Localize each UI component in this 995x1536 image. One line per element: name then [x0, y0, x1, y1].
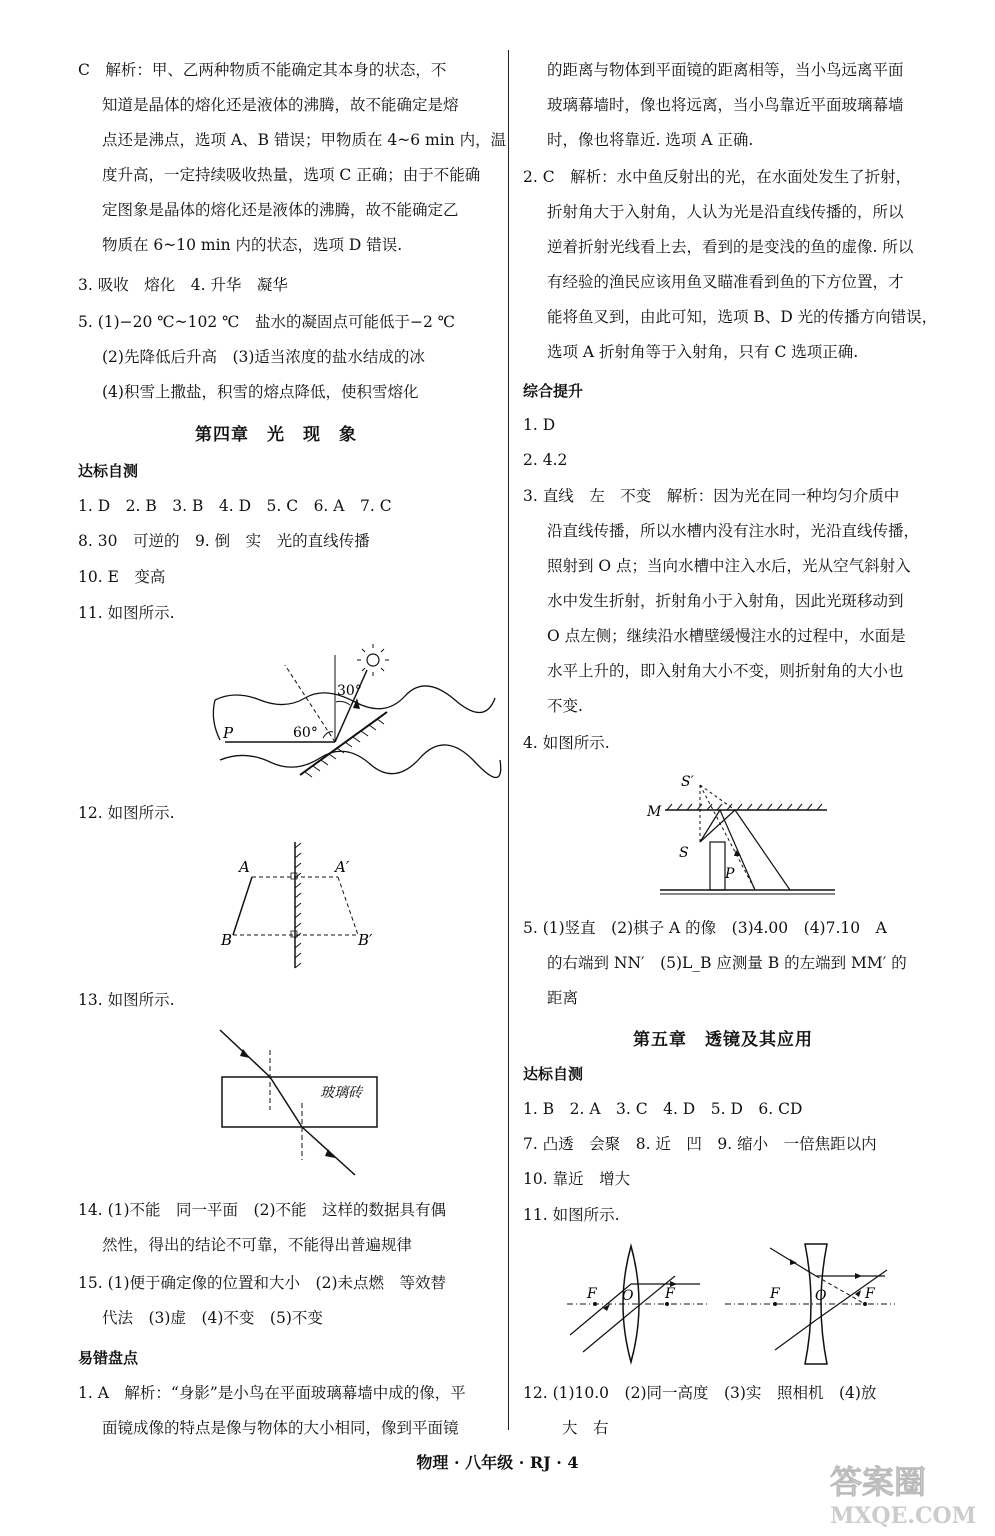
answers-8-9: 8. 30 可逆的 9. 倒 实 光的直线传播	[78, 532, 370, 550]
chapter-4-title: 第四章 光 现 象	[195, 425, 357, 445]
image-s-prime-label: S′	[681, 774, 694, 790]
point-p-label: P	[223, 724, 234, 742]
chapter-5-title: 第五章 透镜及其应用	[633, 1030, 813, 1050]
error-2-line-5: 能将鱼叉到，由此可知，选项 B、D 光的传播方向错误，	[547, 308, 938, 326]
combo-5-line-2: 的右端到 NN′ (5)L_B 应测量 B 的左端到 MM′ 的	[547, 954, 907, 972]
column-divider	[508, 50, 509, 1430]
answers-ch5-1-6: 1. B 2. A 3. C 4. D 5. D 6. CD	[523, 1100, 803, 1118]
combo-3-line-1: 3. 直线 左 不变 解析：因为光在同一种均匀介质中	[523, 487, 900, 505]
watermark-logo	[800, 1455, 980, 1530]
q2-line-6: 物质在 6~10 min 内的状态，选项 D 错误.	[102, 236, 403, 254]
convex-center-label: O	[622, 1288, 634, 1304]
answer-ch5-12-line-2: 大 右	[562, 1419, 609, 1437]
answer-13: 13. 如图所示.	[78, 991, 175, 1009]
answer-11: 11. 如图所示.	[78, 604, 175, 622]
error-1-line-2: 面镜成像的特点是像与物体的大小相同，像到平面镜	[102, 1419, 459, 1437]
error-2-line-6: 选项 A 折射角等于入射角，只有 C 选项正确.	[547, 343, 859, 361]
error-2-line-3: 逆着折射光线看上去，看到的是变浅的鱼的虚像. 所以	[547, 238, 914, 256]
q5-line-2: (2)先降低后升高 (3)适当浓度的盐水结成的冰	[102, 348, 425, 366]
figure-12-plane-mirror	[215, 840, 385, 970]
combo-3-line-4: 水中发生折射，折射角小于入射角，因此光斑移动到	[547, 592, 904, 610]
answers-ch5-7-9: 7. 凸透 会聚 8. 近 凹 9. 缩小 一倍焦距以内	[523, 1135, 877, 1153]
answer-ch5-10: 10. 靠近 增大	[523, 1170, 631, 1188]
watermark-text: 答案圈	[830, 1463, 927, 1501]
answer-ch5-11: 11. 如图所示.	[523, 1206, 620, 1224]
convex-focus-left-label: F	[587, 1286, 597, 1302]
combo-3-line-3: 照射到 O 点；当向水槽中注入水后，光从空气斜射入	[547, 557, 911, 575]
q14-line-2: 然性，得出的结论不可靠，不能得出普遍规律	[102, 1236, 413, 1254]
page-footer: 物理 · 八年级 · RJ · 4	[416, 1453, 579, 1472]
q2-line-3: 点还是沸点，选项 A、B 错误；甲物质在 4~6 min 内，温	[102, 131, 507, 149]
q5-line-3: (4)积雪上撒盐，积雪的熔点降低，使积雪熔化	[102, 383, 419, 401]
combo-5-line-3: 距离	[547, 989, 579, 1007]
point-a-prime-label: A′	[335, 858, 350, 876]
q2-line-5: 定图象是晶体的熔化还是液体的沸腾，故不能确定乙	[102, 201, 459, 219]
point-a-label: A	[239, 858, 250, 876]
answers-1-7: 1. D 2. B 3. B 4. D 5. C 6. A 7. C	[78, 497, 392, 515]
point-p-label: P	[725, 866, 735, 882]
figure-11-lenses	[565, 1240, 910, 1365]
combo-2: 2. 4.2	[523, 451, 568, 469]
figure-13-glass-refraction	[210, 1025, 390, 1185]
error-1-cont-1: 的距离与物体到平面镜的距离相等，当小鸟远离平面	[547, 61, 904, 79]
answer-10: 10. E 变高	[78, 568, 166, 586]
point-b-label: B	[221, 931, 233, 949]
source-s-label: S	[679, 845, 689, 861]
mirror-m-label: M	[647, 804, 662, 820]
combo-3-line-2: 沿直线传播，所以水槽内没有注水时，光沿直线传播，	[547, 522, 920, 540]
error-2-line-1: 2. C 解析：水中鱼反射出的光，在水面处发生了折射，	[523, 168, 912, 186]
q3-4: 3. 吸收 熔化 4. 升华 凝华	[78, 276, 288, 294]
combo-5-line-1: 5. (1)竖直 (2)棋子 A 的像 (3)4.00 (4)7.10 A	[523, 919, 887, 937]
concave-focus-left-label: F	[770, 1286, 780, 1302]
section-heading: 达标自测	[78, 462, 139, 480]
q14-line-1: 14. (1)不能 同一平面 (2)不能 这样的数据具有偶	[78, 1201, 446, 1219]
combo-4: 4. 如图所示.	[523, 734, 610, 752]
section-heading: 易错盘点	[78, 1349, 139, 1367]
angle-60-label: 60°	[293, 725, 318, 741]
answer-12: 12. 如图所示.	[78, 804, 175, 822]
q15-line-1: 15. (1)便于确定像的位置和大小 (2)未点燃 等效替	[78, 1274, 446, 1292]
error-2-line-4: 有经验的渔民应该用鱼叉瞄准看到鱼的下方位置，才	[547, 273, 904, 291]
section-heading: 综合提升	[523, 382, 584, 400]
figure-11-reflection	[205, 640, 505, 785]
combo-1: 1. D	[523, 416, 556, 434]
figure-4-mirror-ray	[645, 770, 845, 900]
combo-3-line-7: 不变.	[547, 697, 583, 715]
watermark-url: MXQE.COM	[830, 1503, 977, 1529]
error-1-cont-3: 时，像也将靠近. 选项 A 正确.	[547, 131, 754, 149]
error-1-cont-2: 玻璃幕墙时，像也将远离，当小鸟靠近平面玻璃幕墙	[547, 96, 904, 114]
q2-line-1: C 解析：甲、乙两种物质不能确定其本身的状态，不	[78, 61, 447, 79]
point-b-prime-label: B′	[358, 931, 373, 949]
convex-focus-right-label: F	[665, 1286, 675, 1302]
combo-3-line-5: O 点左侧；继续沿水槽壁缓慢注水的过程中，水面是	[547, 627, 906, 645]
combo-3-line-6: 水平上升的，即入射角大小不变，则折射角的大小也	[547, 662, 904, 680]
section-heading: 达标自测	[523, 1065, 584, 1083]
q2-line-4: 度升高，一定持续吸收热量，选项 C 正确；由于不能确	[102, 166, 481, 184]
glass-label: 玻璃砖	[320, 1085, 362, 1101]
angle-30-label: 30°	[337, 683, 362, 699]
q2-line-2: 知道是晶体的熔化还是液体的沸腾，故不能确定是熔	[102, 96, 459, 114]
q15-line-2: 代法 (3)虚 (4)不变 (5)不变	[102, 1309, 323, 1327]
answer-ch5-12-line-1: 12. (1)10.0 (2)同一高度 (3)实 照相机 (4)放	[523, 1384, 877, 1402]
error-2-line-2: 折射角大于入射角，人认为光是沿直线传播的，所以	[547, 203, 904, 221]
concave-focus-right-label: F	[865, 1286, 875, 1302]
q5-line-1: 5. (1)−20 ℃~102 ℃ 盐水的凝固点可能低于−2 ℃	[78, 313, 456, 331]
concave-center-label: O	[815, 1288, 827, 1304]
error-1-line-1: 1. A 解析：“身影”是小鸟在平面玻璃幕墙中成的像，平	[78, 1384, 466, 1402]
